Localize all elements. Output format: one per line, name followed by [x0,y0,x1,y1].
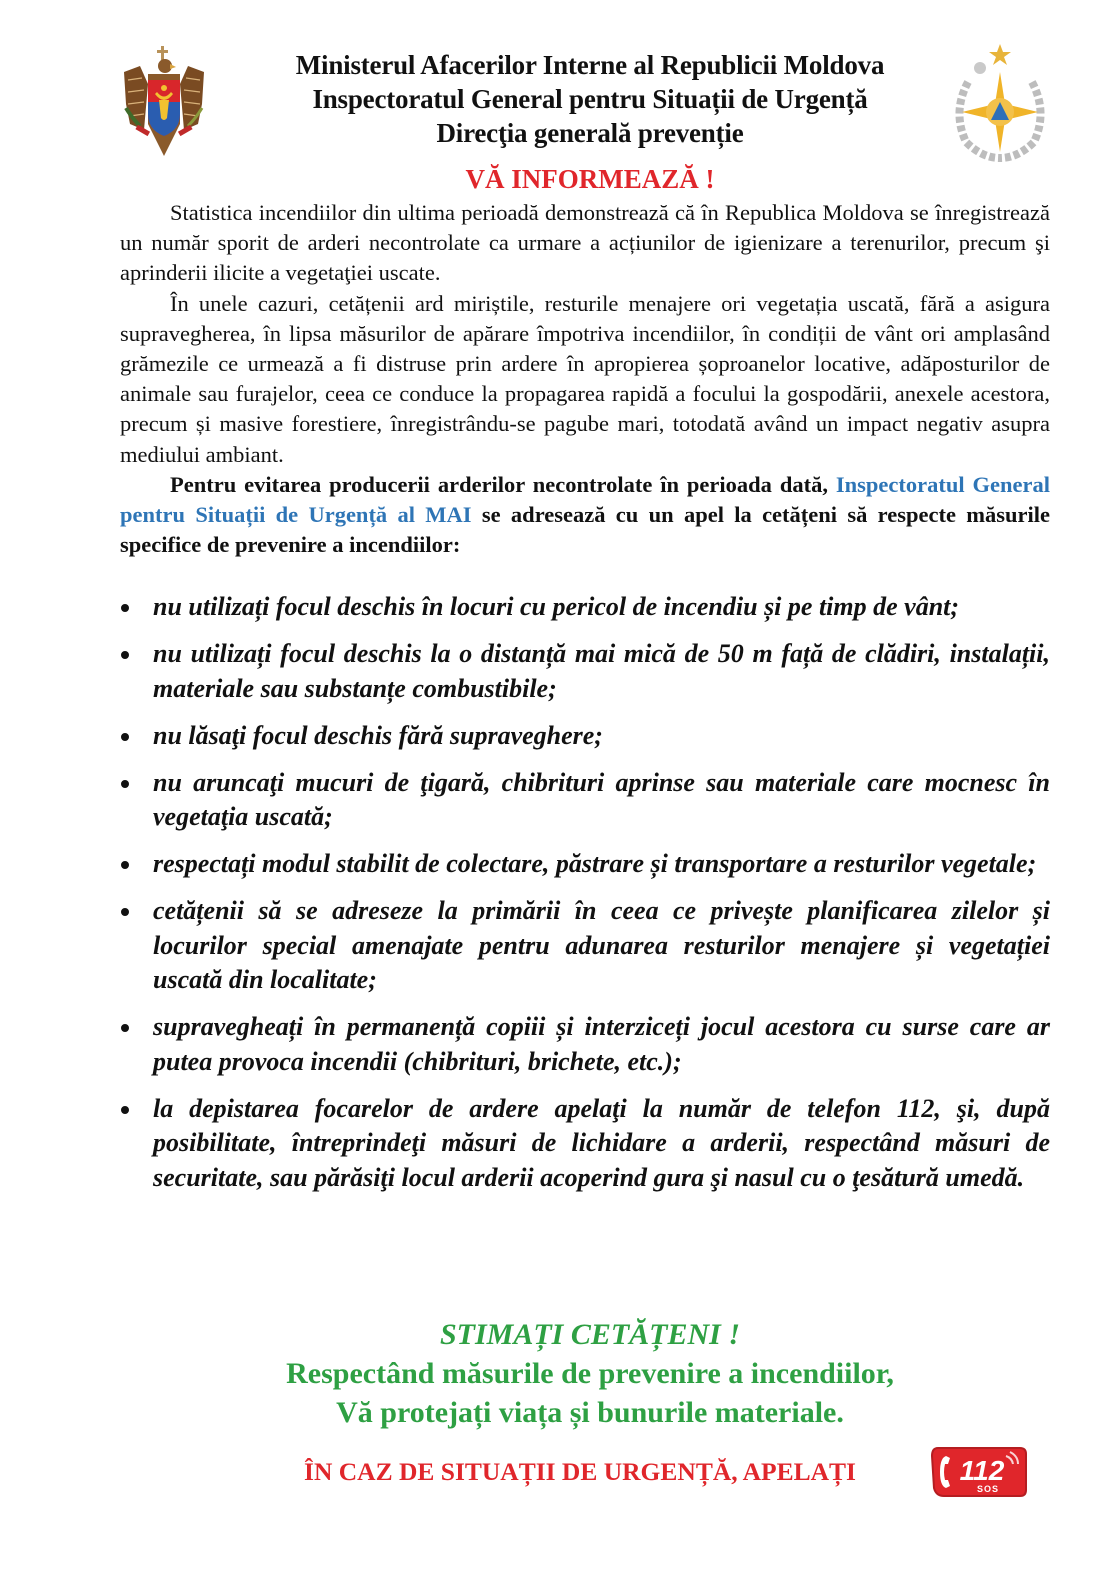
list-item-text: supravegheați în permanență copiii și interziceți jocul acestora cu surse care ar putea provoca incendii (chibrituri, brichete, etc.); [153,1012,1050,1076]
moldova-coat-of-arms-icon [118,44,210,160]
bullet-icon [121,861,129,869]
list-item-text: nu aruncaţi mucuri de ţigară, chibrituri aprinse sau materiale care mocnesc în vegetaţia uscată; [153,767,1050,831]
bullet-icon [121,1106,129,1114]
badge-sos: SOS [976,1484,1000,1494]
bullet-icon [121,604,129,612]
list-item [112,1010,1050,1079]
list-item [112,894,1050,998]
inspectorate-title: Inspectoratul General pentru Situații de Urgență [312,84,868,114]
appeal-highlight: Inspectoratul General pentru Situații de Urgență al MAI [120,471,1050,528]
list-item-text: cetățenii să se adreseze la primării în ceea ce privește planificarea zilelor și locurilor special amenajate pentru adunarea resturilor menajere și vegetației uscată din localitate; [153,896,1050,994]
bullet-icon [121,651,129,659]
bullet-icon [121,733,129,741]
informs-heading: VĂ INFORMEAZĂ ! [465,164,715,194]
list-item [112,637,1050,706]
closing-message [150,1315,1030,1432]
bullet-icon [121,908,129,916]
body-text [120,198,1050,560]
paragraph-statistics: Statistica incendiilor din ultima perioadă demonstrează că în Republica Moldova se înregistrează un număr sporit de arderi necontrolate ca urmare a acțiunilor de igienizare a terenurilor, precum şi aprinderii ilicite a vegetaţiei uscate. [120,200,1050,286]
closing-line-1: Respectând măsurile de prevenire a incendiilor, [286,1357,894,1390]
directorate-title: Direcţia generală prevenție [436,118,744,148]
header-block [200,48,980,150]
bullet-icon [121,780,129,788]
emergency-call-text: ÎN CAZ DE SITUAȚII DE URGENȚĂ, APELAȚI [304,1457,856,1486]
igsu-emblem-icon [946,42,1054,164]
list-item-text: nu utilizați focul deschis în locuri cu pericol de incendiu și pe timp de vânt; [153,592,960,621]
list-item [112,847,1050,882]
prevention-measures-list [112,590,1050,1208]
emergency-112-badge [930,1444,1028,1500]
bullet-icon [121,1024,129,1032]
closing-greeting: STIMAȚI CETĂȚENI ! [439,1318,741,1351]
ministry-title: Ministerul Afacerilor Interne al Republicii Moldova [295,50,885,80]
closing-line-2: Vă protejați viața și bunurile materiale. [336,1396,844,1429]
list-item-text: nu utilizați focul deschis la o distanță mai mică de 50 m față de clădiri, instalații, materiale sau substanțe combustibile; [153,639,1050,703]
badge-number: 112 [959,1455,1005,1486]
list-item-text: la depistarea focarelor de ardere apelaţi la număr de telefon 112, şi, după posibilitate, întreprindeţi măsuri de lichidare a arderii, respectând măsuri de securitate, sau părăsiţi locul arderii acoperind gura şi nasul cu o ţesătură umedă. [153,1093,1050,1192]
paragraph-cases: În unele cazuri, cetățenii ard miriștile, resturile menajere ori vegetația uscată, fără a asigura supravegherea, în lipsa măsurilor de apărare împotriva incendiilor, în condiții de vânt ori amplasând grămezile ce urmează a fi distruse prin ardere în apropierea șoproanelor locative, adăposturilor de animale sau furajelor, ceea ce conduce la propagarea rapidă a focului la gospodării, anexele acestora, precum și masive forestiere, înregistrându-se pagube mari, totodată având un impact negativ asupra mediului ambiant. [120,290,1050,467]
appeal-text-1: Pentru evitarea producerii arderilor necontrolate în perioada dată, [170,471,836,497]
list-item [112,1092,1050,1196]
list-item [112,719,1050,754]
list-item-text: nu lăsaţi focul deschis fără supraveghere; [153,720,603,750]
appeal-text-2: se adresează cu un apel la cetățeni să respecte măsurile specifice de prevenire a incendiilor: [120,502,1051,558]
appeal-paragraph [120,470,1050,561]
list-item [112,766,1050,835]
list-item-text: respectați modul stabilit de colectare, păstrare și transportare a resturilor vegetale; [153,849,1037,878]
list-item [112,590,1050,625]
